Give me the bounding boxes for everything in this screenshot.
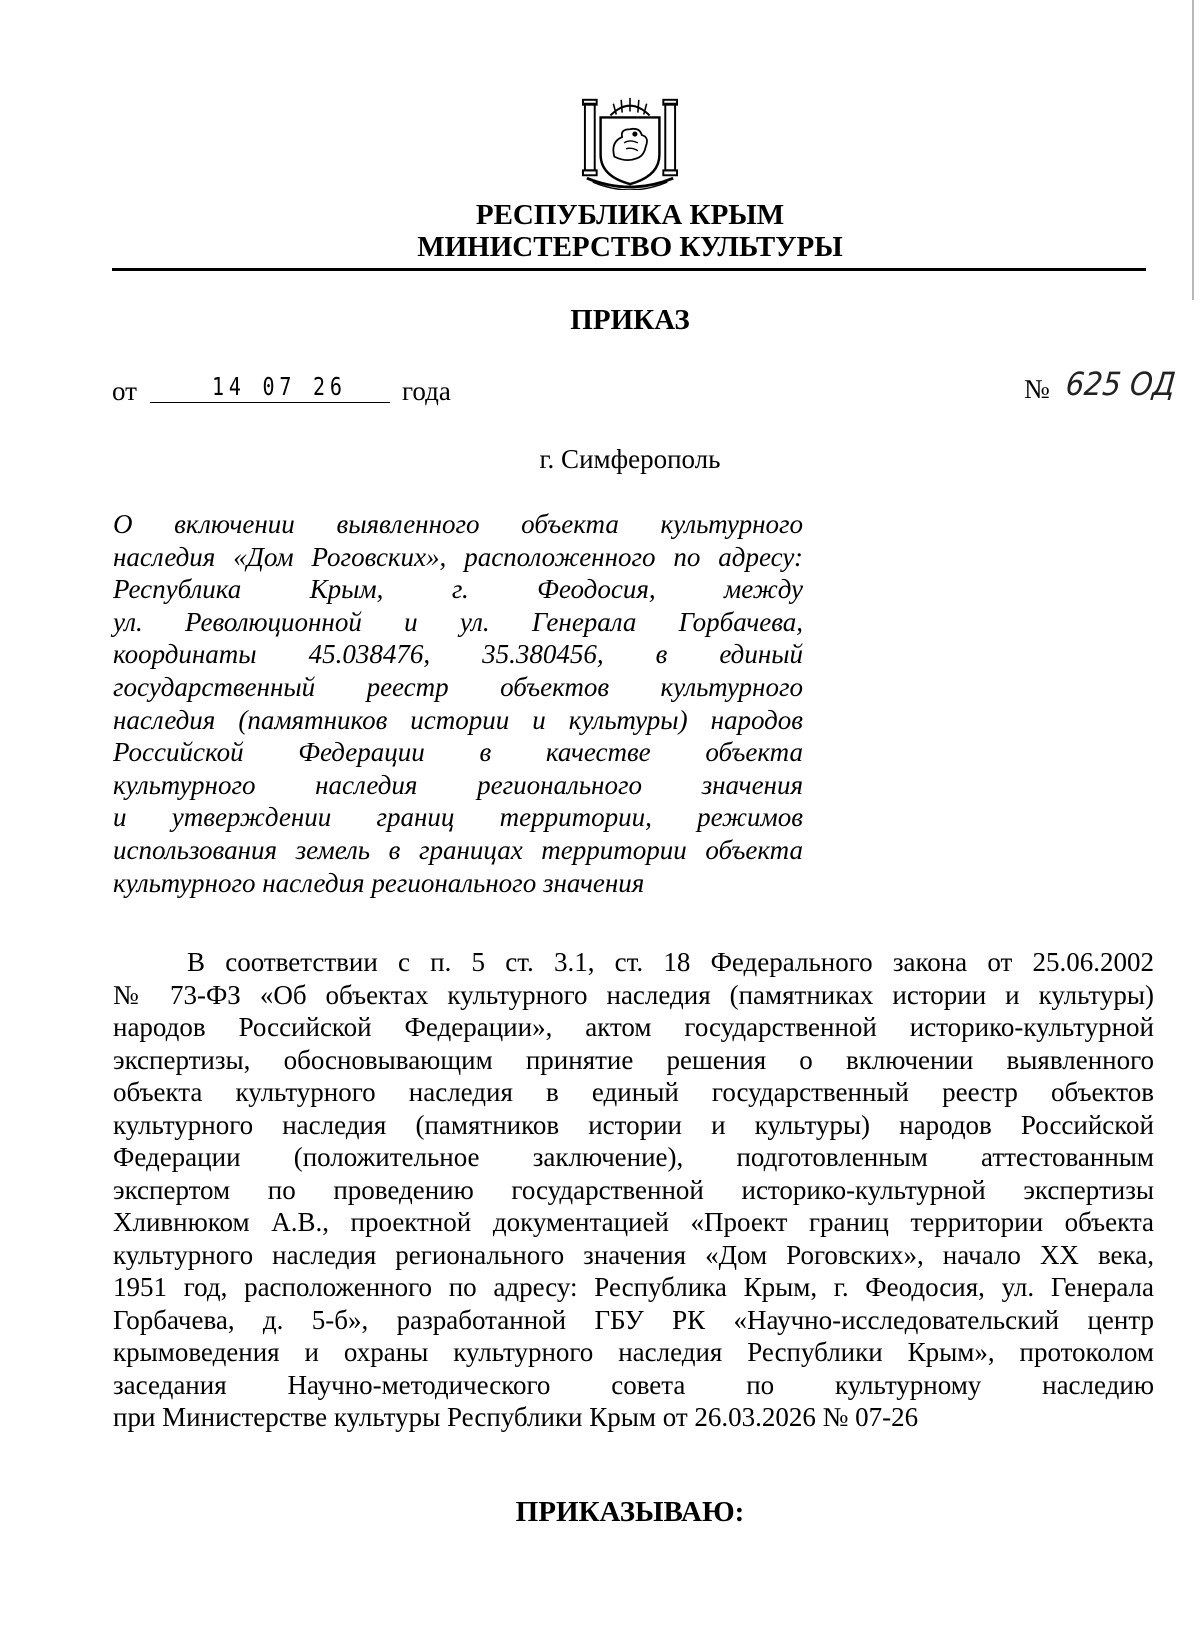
subject-line: и утверждении границ территории, режимов [113,802,803,833]
subject-line: культурного наследия регионального значения [113,867,645,898]
body-line: экспертизы, обосновывающим принятие решения о включении выявленного [113,1044,1154,1075]
subject-line: использования земель в границах территории объекта [113,834,803,865]
subject-line: государственный реестр объектов культурного [113,671,803,702]
subject-line: координаты 45.038476, 35.380456, в единый [113,639,803,670]
subject-line: Российской Федерации в качестве объекта [113,737,803,768]
subject-line: Республика Крым, г. Феодосия, между [113,574,803,605]
date-value: 14 07 26 [212,372,347,401]
crimea-coat-of-arms-icon [581,88,679,190]
body-line: культурного наследия регионального значения «Дом Роговских», начало XX века, [113,1239,1154,1270]
org-name-line2: МИНИСТЕРСТВО КУЛЬТУРЫ [417,231,843,263]
subject-line: культурного наследия регионального значения [113,769,803,800]
body-line: В соответствии с п. 5 ст. 3.1, ст. 18 Федерального закона от 25.06.2002 [187,947,1154,977]
body-line: при Министерстве культуры Республики Крым от 26.03.2026 № 07-26 [113,1402,919,1432]
body-line: объекта культурного наследия в единый государственный реестр объектов [113,1077,1154,1107]
city: г. Симферополь [539,444,721,474]
header-divider [112,268,1146,271]
body-line: народов Российской Федерации», актом государственной историко-культурной [113,1012,1154,1042]
subject-line: О включении выявленного объекта культурного [113,509,803,539]
year-label: года [402,376,451,406]
document-number: 625 ОД [1064,365,1178,403]
body-line: Хливнюком А.В., проектной документацией «Проект границ территории объекта [113,1207,1154,1237]
document-type: ПРИКАЗ [570,304,690,336]
body-line: № 73-ФЗ «Об объектах культурного наследия (памятниках истории и культуры) [113,979,1154,1010]
preamble-paragraph [113,946,1154,1434]
date-underline [150,402,390,403]
body-line: 1951 год, расположенного по адресу: Республика Крым, г. Феодосия, ул. Генерала [113,1272,1154,1302]
body-line: культурного наследия (памятников истории и культуры) народов Российской [113,1109,1154,1140]
body-line: Федерации (положительное заключение), подготовленным аттестованным [113,1142,1154,1172]
org-name-line1: РЕСПУБЛИКА КРЫМ [475,199,785,231]
subject-line: ул. Революционной и ул. Генерала Горбачева, [113,606,803,637]
subject-line: наследия (памятников истории и культуры) народов [113,704,803,735]
order-heading: ПРИКАЗЫВАЮ: [515,1496,745,1528]
body-line: Горбачева, д. 5-б», разработанной ГБУ РК «Научно-исследовательский центр [113,1304,1154,1335]
document-subject [113,508,803,899]
subject-line: наследия «Дом Роговских», расположенного по адресу: [113,541,803,572]
number-label: № [1024,374,1050,404]
body-line: заседания Научно-методического совета по культурному наследию [113,1369,1154,1400]
body-line: экспертом по проведению государственной историко-культурной экспертизы [113,1174,1154,1205]
from-label: от [112,376,137,406]
body-line: крымоведения и охраны культурного наследия Республики Крым», протоколом [113,1337,1154,1367]
